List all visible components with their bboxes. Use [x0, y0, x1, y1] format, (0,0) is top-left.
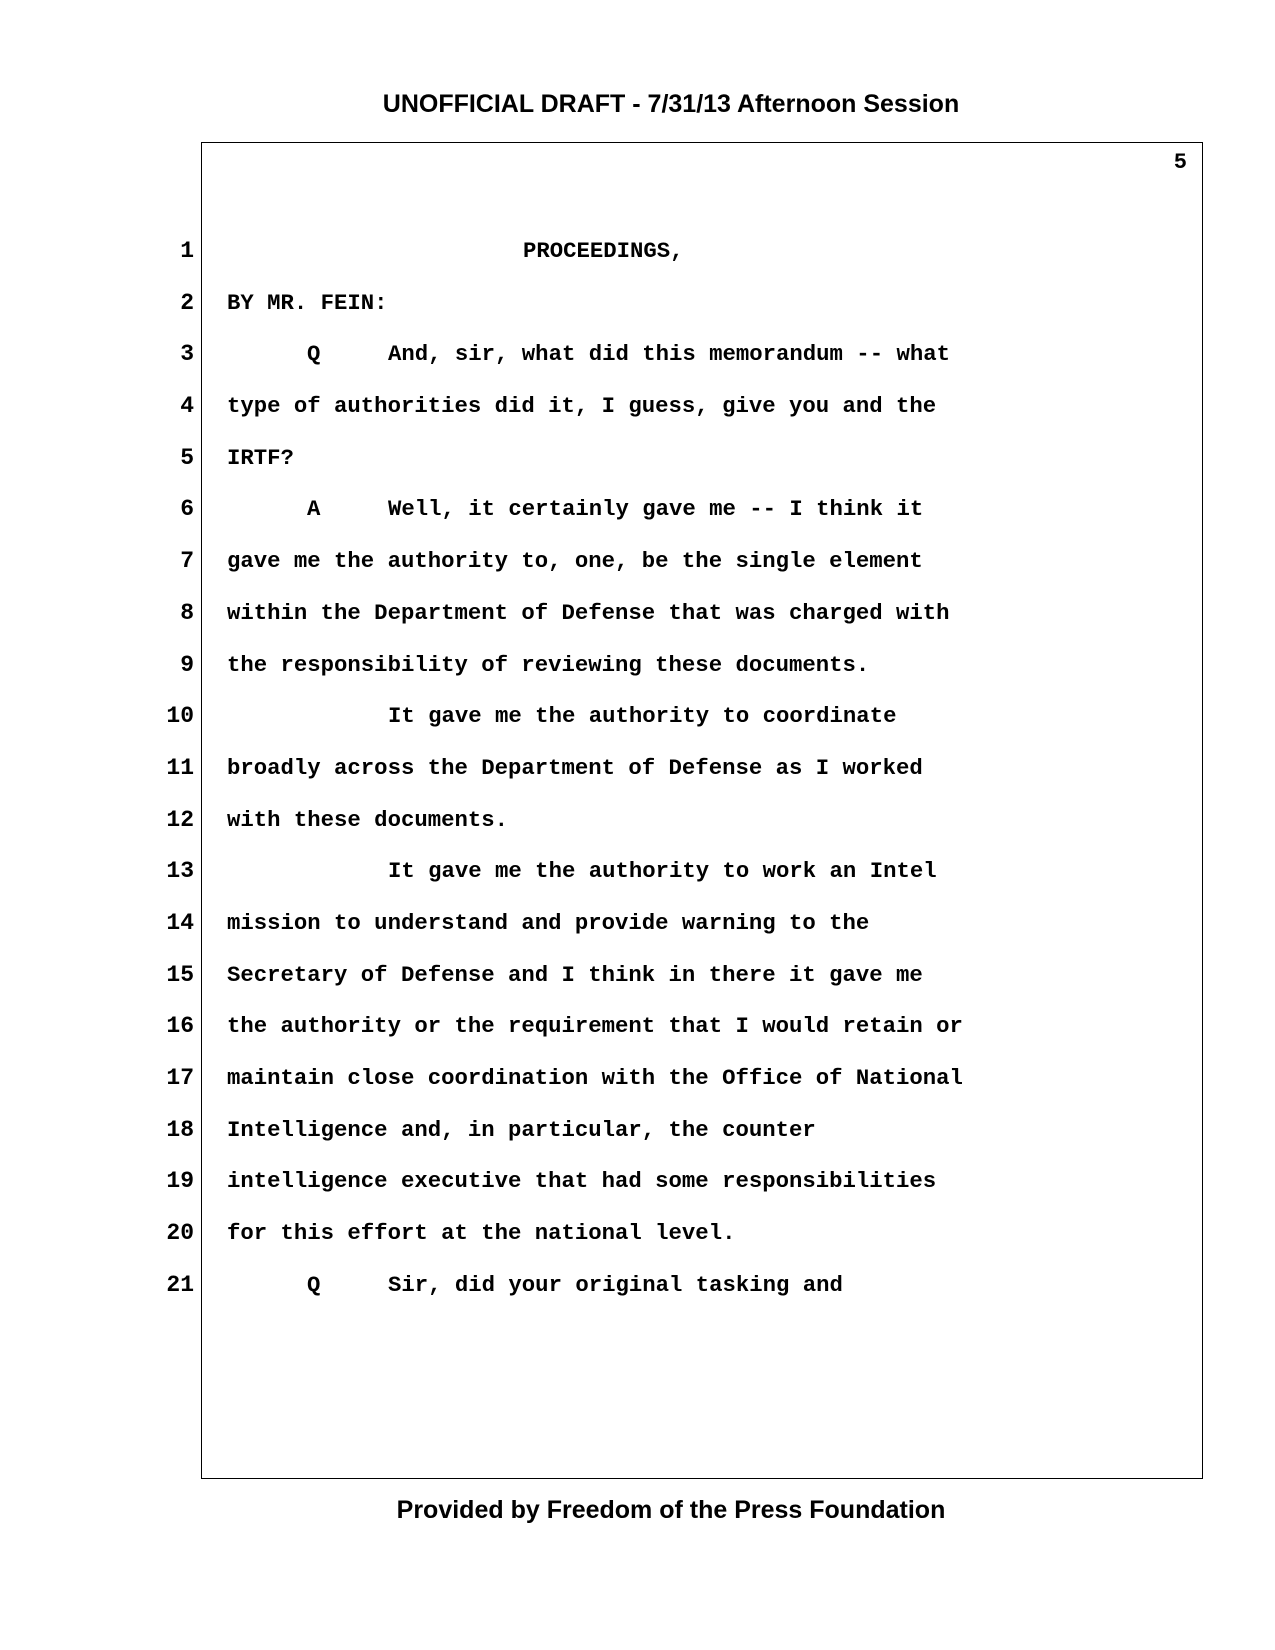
- line-text: It gave me the authority to coordinate: [388, 703, 897, 730]
- line-text: maintain close coordination with the Office of National: [227, 1065, 963, 1091]
- page-title: UNOFFICIAL DRAFT - 7/31/13 Afternoon Session: [382, 90, 960, 118]
- line-number: 14: [166, 909, 194, 936]
- transcript-line: [0, 1011, 1275, 1063]
- transcript-line: [0, 443, 1275, 495]
- line-text: the responsibility of reviewing these documents.: [227, 651, 870, 678]
- question-marker: Q: [307, 341, 321, 368]
- line-number: 12: [166, 806, 194, 833]
- line-number: 17: [166, 1065, 194, 1091]
- line-number: 2: [180, 289, 194, 316]
- line-number: 5: [180, 444, 194, 471]
- line-content: And, sir, what did this memorandum -- what: [388, 341, 950, 368]
- line-number: 18: [166, 1116, 194, 1143]
- line-number: 21: [166, 1271, 194, 1298]
- answer-marker: A: [307, 496, 321, 523]
- line-text: It gave me the authority to work an Intel: [388, 858, 937, 885]
- line-text: BY MR. FEIN:: [227, 289, 388, 316]
- footer-credit: Provided by Freedom of the Press Foundation: [396, 1496, 946, 1524]
- transcript-line: [0, 339, 1275, 391]
- transcript-line: [0, 650, 1275, 702]
- line-number: 7: [180, 548, 194, 575]
- transcript-line: [0, 494, 1275, 546]
- line-text: IRTF?: [227, 444, 294, 471]
- line-text: for this effort at the national level.: [227, 1220, 736, 1247]
- line-text: Secretary of Defense and I think in there it gave me: [227, 961, 923, 988]
- line-text: [307, 1270, 843, 1300]
- line-number: 1: [180, 238, 194, 264]
- line-text: mission to understand and provide warning to the: [227, 909, 870, 936]
- line-number: 20: [166, 1220, 194, 1247]
- transcript-line: [0, 1166, 1275, 1218]
- transcript-line: [0, 288, 1275, 340]
- line-number: 19: [166, 1168, 194, 1195]
- line-number: 16: [166, 1013, 194, 1040]
- transcript-line: [0, 1115, 1275, 1167]
- transcript-line: [0, 391, 1275, 443]
- line-text: [307, 494, 923, 524]
- transcript-line: [0, 598, 1275, 650]
- line-text: intelligence executive that had some responsibilities: [227, 1168, 937, 1195]
- line-text: gave me the authority to, one, be the single element: [227, 548, 923, 575]
- transcript-line: [0, 908, 1275, 960]
- line-number: 9: [180, 651, 194, 678]
- line-number: 10: [166, 703, 194, 730]
- transcript-line: [0, 1063, 1275, 1115]
- transcript-line: [0, 805, 1275, 857]
- transcript-line: [0, 1270, 1275, 1322]
- line-number: 8: [180, 599, 194, 626]
- line-number: 15: [166, 961, 194, 988]
- transcript-line: [0, 701, 1275, 753]
- transcript-line: [0, 960, 1275, 1012]
- line-number: 3: [180, 341, 194, 368]
- line-number: 13: [166, 858, 194, 885]
- line-number: 4: [180, 393, 194, 420]
- transcript-line: [0, 546, 1275, 598]
- transcript-line: [0, 1218, 1275, 1270]
- line-text: within the Department of Defense that was charged with: [227, 599, 950, 626]
- line-text: [307, 339, 950, 369]
- line-number: 6: [180, 496, 194, 523]
- line-text: the authority or the requirement that I would retain or: [227, 1013, 963, 1040]
- line-text: broadly across the Department of Defense as I worked: [227, 754, 923, 781]
- transcript-line: [0, 753, 1275, 805]
- page-number: 5: [1173, 150, 1187, 175]
- line-text: with these documents.: [227, 806, 508, 833]
- transcript-line: [0, 856, 1275, 908]
- question-marker: Q: [307, 1271, 321, 1298]
- line-text: Intelligence and, in particular, the counter: [227, 1116, 816, 1143]
- line-number: 11: [166, 754, 194, 781]
- transcript-line: [0, 236, 1275, 288]
- line-text: type of authorities did it, I guess, give you and the: [227, 393, 937, 420]
- line-content: Well, it certainly gave me -- I think it: [388, 496, 924, 523]
- transcript-body: [0, 236, 1275, 1321]
- line-content: Sir, did your original tasking and: [388, 1271, 843, 1298]
- line-text: PROCEEDINGS,: [523, 238, 684, 264]
